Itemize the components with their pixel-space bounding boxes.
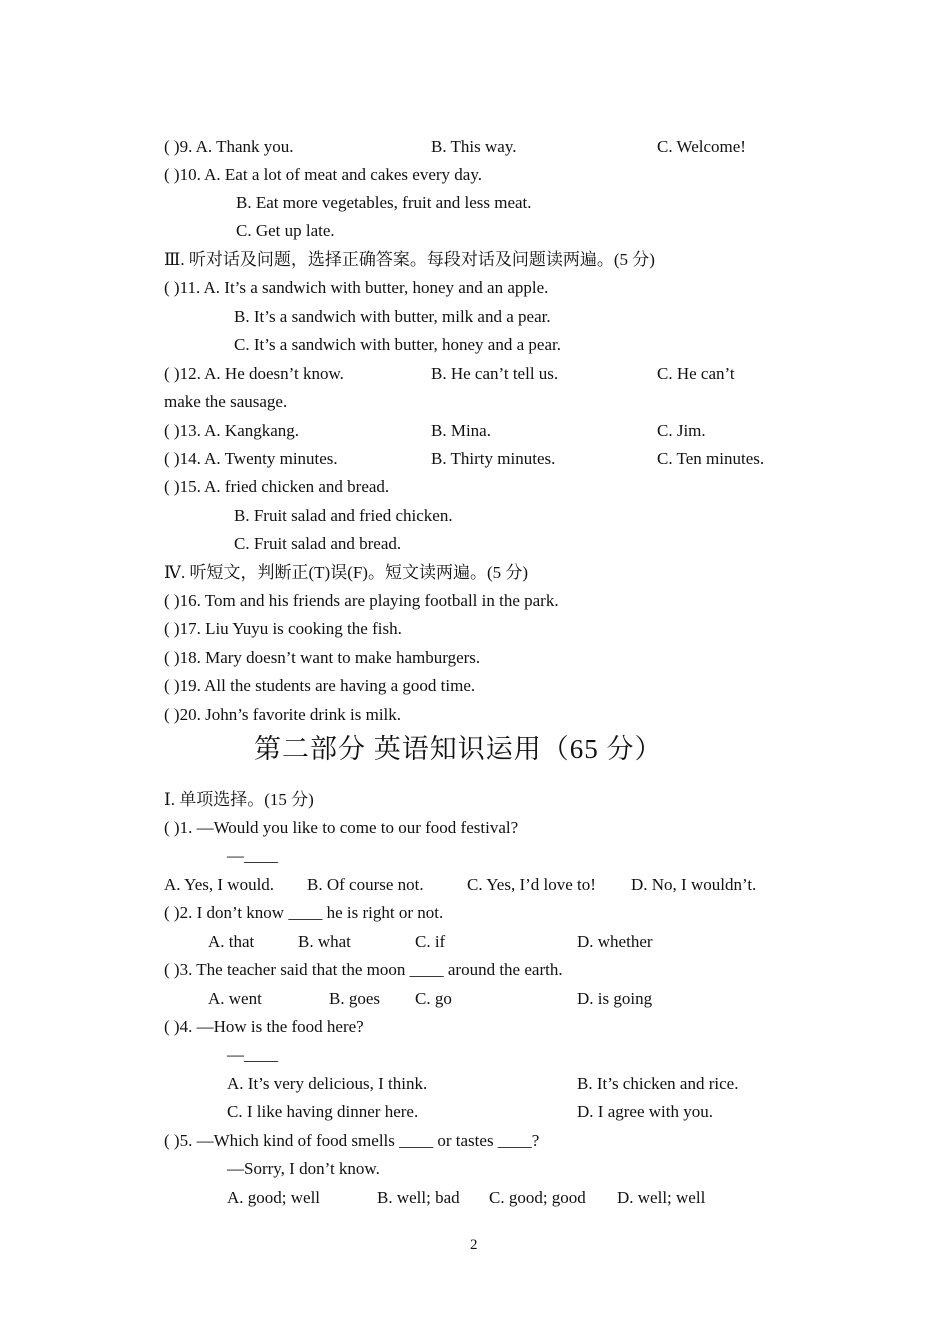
q15-option-b: B. Fruit salad and fried chicken. [234,506,453,525]
sc-q5-option-c: C. good; good [489,1188,586,1207]
sc-q4-option-d: D. I agree with you. [577,1102,713,1121]
sc-q2-option-d: D. whether [577,932,653,951]
q9-option-c: C. Welcome! [657,137,746,156]
sc-q1-option-b: B. Of course not. [307,875,424,894]
q15-stem: ( )15. A. fried chicken and bread. [164,477,390,496]
sc-q5-reply: —Sorry, I don’t know. [227,1159,380,1178]
sc-q4-reply: —____ [227,1045,278,1064]
q11-stem: ( )11. A. It’s a sandwich with butter, honey and an apple. [164,278,549,297]
sc-q5-option-b: B. well; bad [377,1188,460,1207]
q10-option-b: B. Eat more vegetables, fruit and less meat. [236,193,532,212]
sc-q2-option-a: A. that [208,932,255,951]
sc-q3-stem: ( )3. The teacher said that the moon ____ around the earth. [164,960,563,979]
sc-q1-option-a: A. Yes, I would. [164,875,275,894]
q14-stem: ( )14. A. Twenty minutes. [164,449,338,468]
page-number: 2 [470,1237,478,1253]
sc-q2-stem: ( )2. I don’t know ____ he is right or not. [164,903,444,922]
q12-option-b: B. He can’t tell us. [431,364,559,383]
sc-q3-option-b: B. goes [329,989,380,1008]
q12-option-c: C. He can’t [657,364,735,383]
q17: ( )17. Liu Yuyu is cooking the fish. [164,619,402,638]
sc-q4-option-c: C. I like having dinner here. [227,1102,419,1121]
sc-q4-option-b: B. It’s chicken and rice. [577,1074,739,1093]
sc-q4-stem: ( )4. —How is the food here? [164,1017,364,1036]
q13-option-b: B. Mina. [431,421,491,440]
q12-option-c-continued: make the sausage. [164,392,288,411]
q11-option-b: B. It’s a sandwich with butter, milk and a pear. [234,307,551,326]
q9-option-b: B. This way. [431,137,517,156]
part-2-title: 第二部分 英语知识运用（65 分） [254,734,663,764]
q15-option-c: C. Fruit salad and bread. [234,534,402,553]
q20: ( )20. John’s favorite drink is milk. [164,705,402,724]
q9-stem: ( )9. A. Thank you. [164,137,294,156]
q12-stem: ( )12. A. He doesn’t know. [164,364,344,383]
sc-q3-option-a: A. went [208,989,262,1008]
section-4-heading: Ⅳ. 听短文，判断正(T)误(F)。短文读两遍。(5 分) [164,563,529,582]
q13-stem: ( )13. A. Kangkang. [164,421,300,440]
sc-q1-stem: ( )1. —Would you like to come to our food festival? [164,818,519,837]
q14-option-c: C. Ten minutes. [657,449,765,468]
sc-q5-stem: ( )5. —Which kind of food smells ____ or tastes ____? [164,1131,540,1150]
sc-q4-option-a: A. It’s very delicious, I think. [227,1074,428,1093]
sc-q1-option-d: D. No, I wouldn’t. [631,875,757,894]
q18: ( )18. Mary doesn’t want to make hamburgers. [164,648,481,667]
sc-q1-reply: —____ [227,846,278,865]
q13-option-c: C. Jim. [657,421,706,440]
q10-stem: ( )10. A. Eat a lot of meat and cakes every day. [164,165,482,184]
q11-option-c: C. It’s a sandwich with butter, honey and a pear. [234,335,561,354]
sc-q3-option-c: C. go [415,989,452,1008]
sc-q5-option-a: A. good; well [227,1188,321,1207]
sc-q2-option-c: C. if [415,932,446,951]
q10-option-c: C. Get up late. [236,221,335,240]
sc-q3-option-d: D. is going [577,989,653,1008]
sc-q5-option-d: D. well; well [617,1188,706,1207]
q16: ( )16. Tom and his friends are playing football in the park. [164,591,559,610]
sc-q2-option-b: B. what [298,932,351,951]
section-3-heading: Ⅲ. 听对话及问题，选择正确答案。每段对话及问题读两遍。(5 分) [164,250,655,269]
q19: ( )19. All the students are having a good time. [164,676,476,695]
single-choice-heading: Ⅰ. 单项选择。(15 分) [164,790,314,809]
q14-option-b: B. Thirty minutes. [431,449,556,468]
sc-q1-option-c: C. Yes, I’d love to! [467,875,596,894]
